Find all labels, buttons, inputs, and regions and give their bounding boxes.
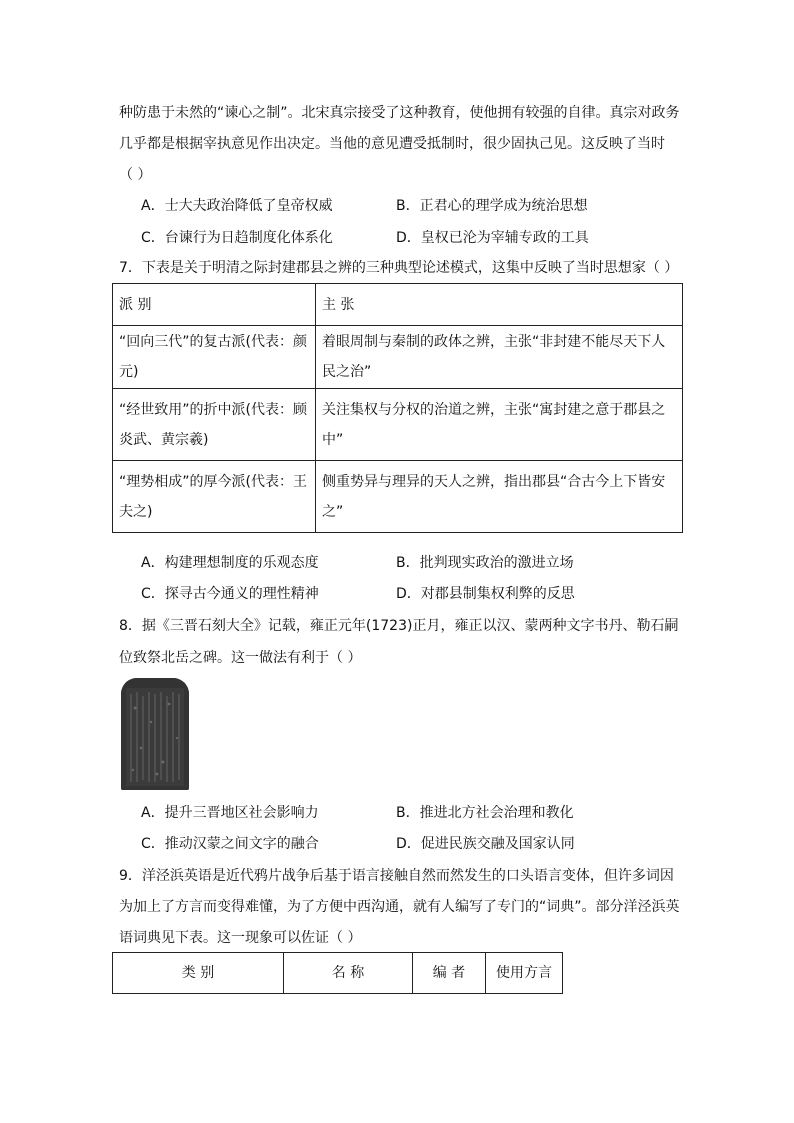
q6-text-line1: 种防患于未然的“谏心之制”。北宋真宗接受了这种教育，使他拥有较强的自律。真宗对政务	[119, 105, 680, 121]
table-header-cell: 编 者	[413, 953, 486, 994]
table-header-cell: 派 别	[113, 284, 316, 326]
q7-option-c[interactable]: C．探寻古今通义的理性精神	[141, 586, 319, 602]
q6-option-b[interactable]: B．正君心的理学成为统治思想	[396, 198, 588, 214]
table-cell-view: 着眼周制与秦制的政体之辨，主张“非封建不能尽天下人民之治”	[316, 326, 683, 389]
table-cell-school: “理势相成”的厚今派(代表：王夫之)	[113, 461, 316, 533]
table-cell-school: “回向三代”的复古派(代表：颜元)	[113, 326, 316, 389]
table-header-cell: 主 张	[316, 284, 683, 326]
q7-option-a[interactable]: A．构建理想制度的乐观态度	[141, 555, 319, 571]
table-header-cell: 名 称	[284, 953, 413, 994]
q7-stem: 7．下表是关于明清之际封建郡县之辨的三种典型论述模式，这集中反映了当时思想家（ ）	[119, 260, 679, 276]
q6-option-c[interactable]: C．台谏行为日趋制度化体系化	[141, 230, 333, 246]
stele-texture	[121, 678, 189, 790]
stele-rubbing-image	[121, 678, 189, 790]
table-row	[113, 461, 683, 533]
q8-text-line1: 8．据《三晋石刻大全》记载，雍正元年(1723)正月，雍正以汉、蒙两种文字书丹、勒石嗣	[119, 618, 679, 634]
q9-text-line2: 为加上了方言而变得难懂，为了方便中西沟通，就有人编写了专门的“词典”。部分洋泾浜英	[119, 899, 680, 915]
table-cell-view: 侧重势异与理异的天人之辨，指出郡县“合古今上下皆安之”	[316, 461, 683, 533]
q7-option-d[interactable]: D．对郡县制集权利弊的反思	[396, 586, 575, 602]
q7-option-b[interactable]: B．批判现实政治的激进立场	[396, 555, 574, 571]
table-header-row	[113, 953, 563, 994]
table-cell-school: “经世致用”的折中派(代表：顾炎武、黄宗羲)	[113, 389, 316, 461]
q9-text-line1: 9．洋泾浜英语是近代鸦片战争后基于语言接触自然而然发生的口头语言变体，但许多词因	[119, 868, 674, 884]
table-row	[113, 326, 683, 389]
q8-option-c[interactable]: C．推动汉蒙之间文字的融合	[141, 836, 319, 852]
q8-option-d[interactable]: D．促进民族交融及国家认同	[396, 836, 575, 852]
q7-table	[112, 283, 683, 533]
q6-option-d[interactable]: D．皇权已沦为宰辅专政的工具	[396, 230, 589, 246]
q8-text-line2: 位致祭北岳之碑。这一做法有利于（ ）	[119, 650, 362, 666]
q8-option-a[interactable]: A．提升三晋地区社会影响力	[141, 805, 319, 821]
q8-option-b[interactable]: B．推进北方社会治理和教化	[396, 805, 574, 821]
table-cell-view: 关注集权与分权的治道之辨，主张“寓封建之意于郡县之中”	[316, 389, 683, 461]
q9-table	[112, 952, 563, 994]
q6-answer-blank: （ ）	[119, 167, 152, 183]
q6-text-line2: 几乎都是根据宰执意见作出决定。当他的意见遭受抵制时，很少固执己见。这反映了当时	[119, 136, 665, 152]
table-header-cell: 使用方言	[486, 953, 563, 994]
table-header-cell: 类 别	[113, 953, 284, 994]
table-header-row	[113, 284, 683, 326]
q6-option-a[interactable]: A．士大夫政治降低了皇帝权威	[141, 198, 333, 214]
q9-text-line3: 语词典见下表。这一现象可以佐证（ ）	[119, 930, 362, 946]
table-row	[113, 389, 683, 461]
